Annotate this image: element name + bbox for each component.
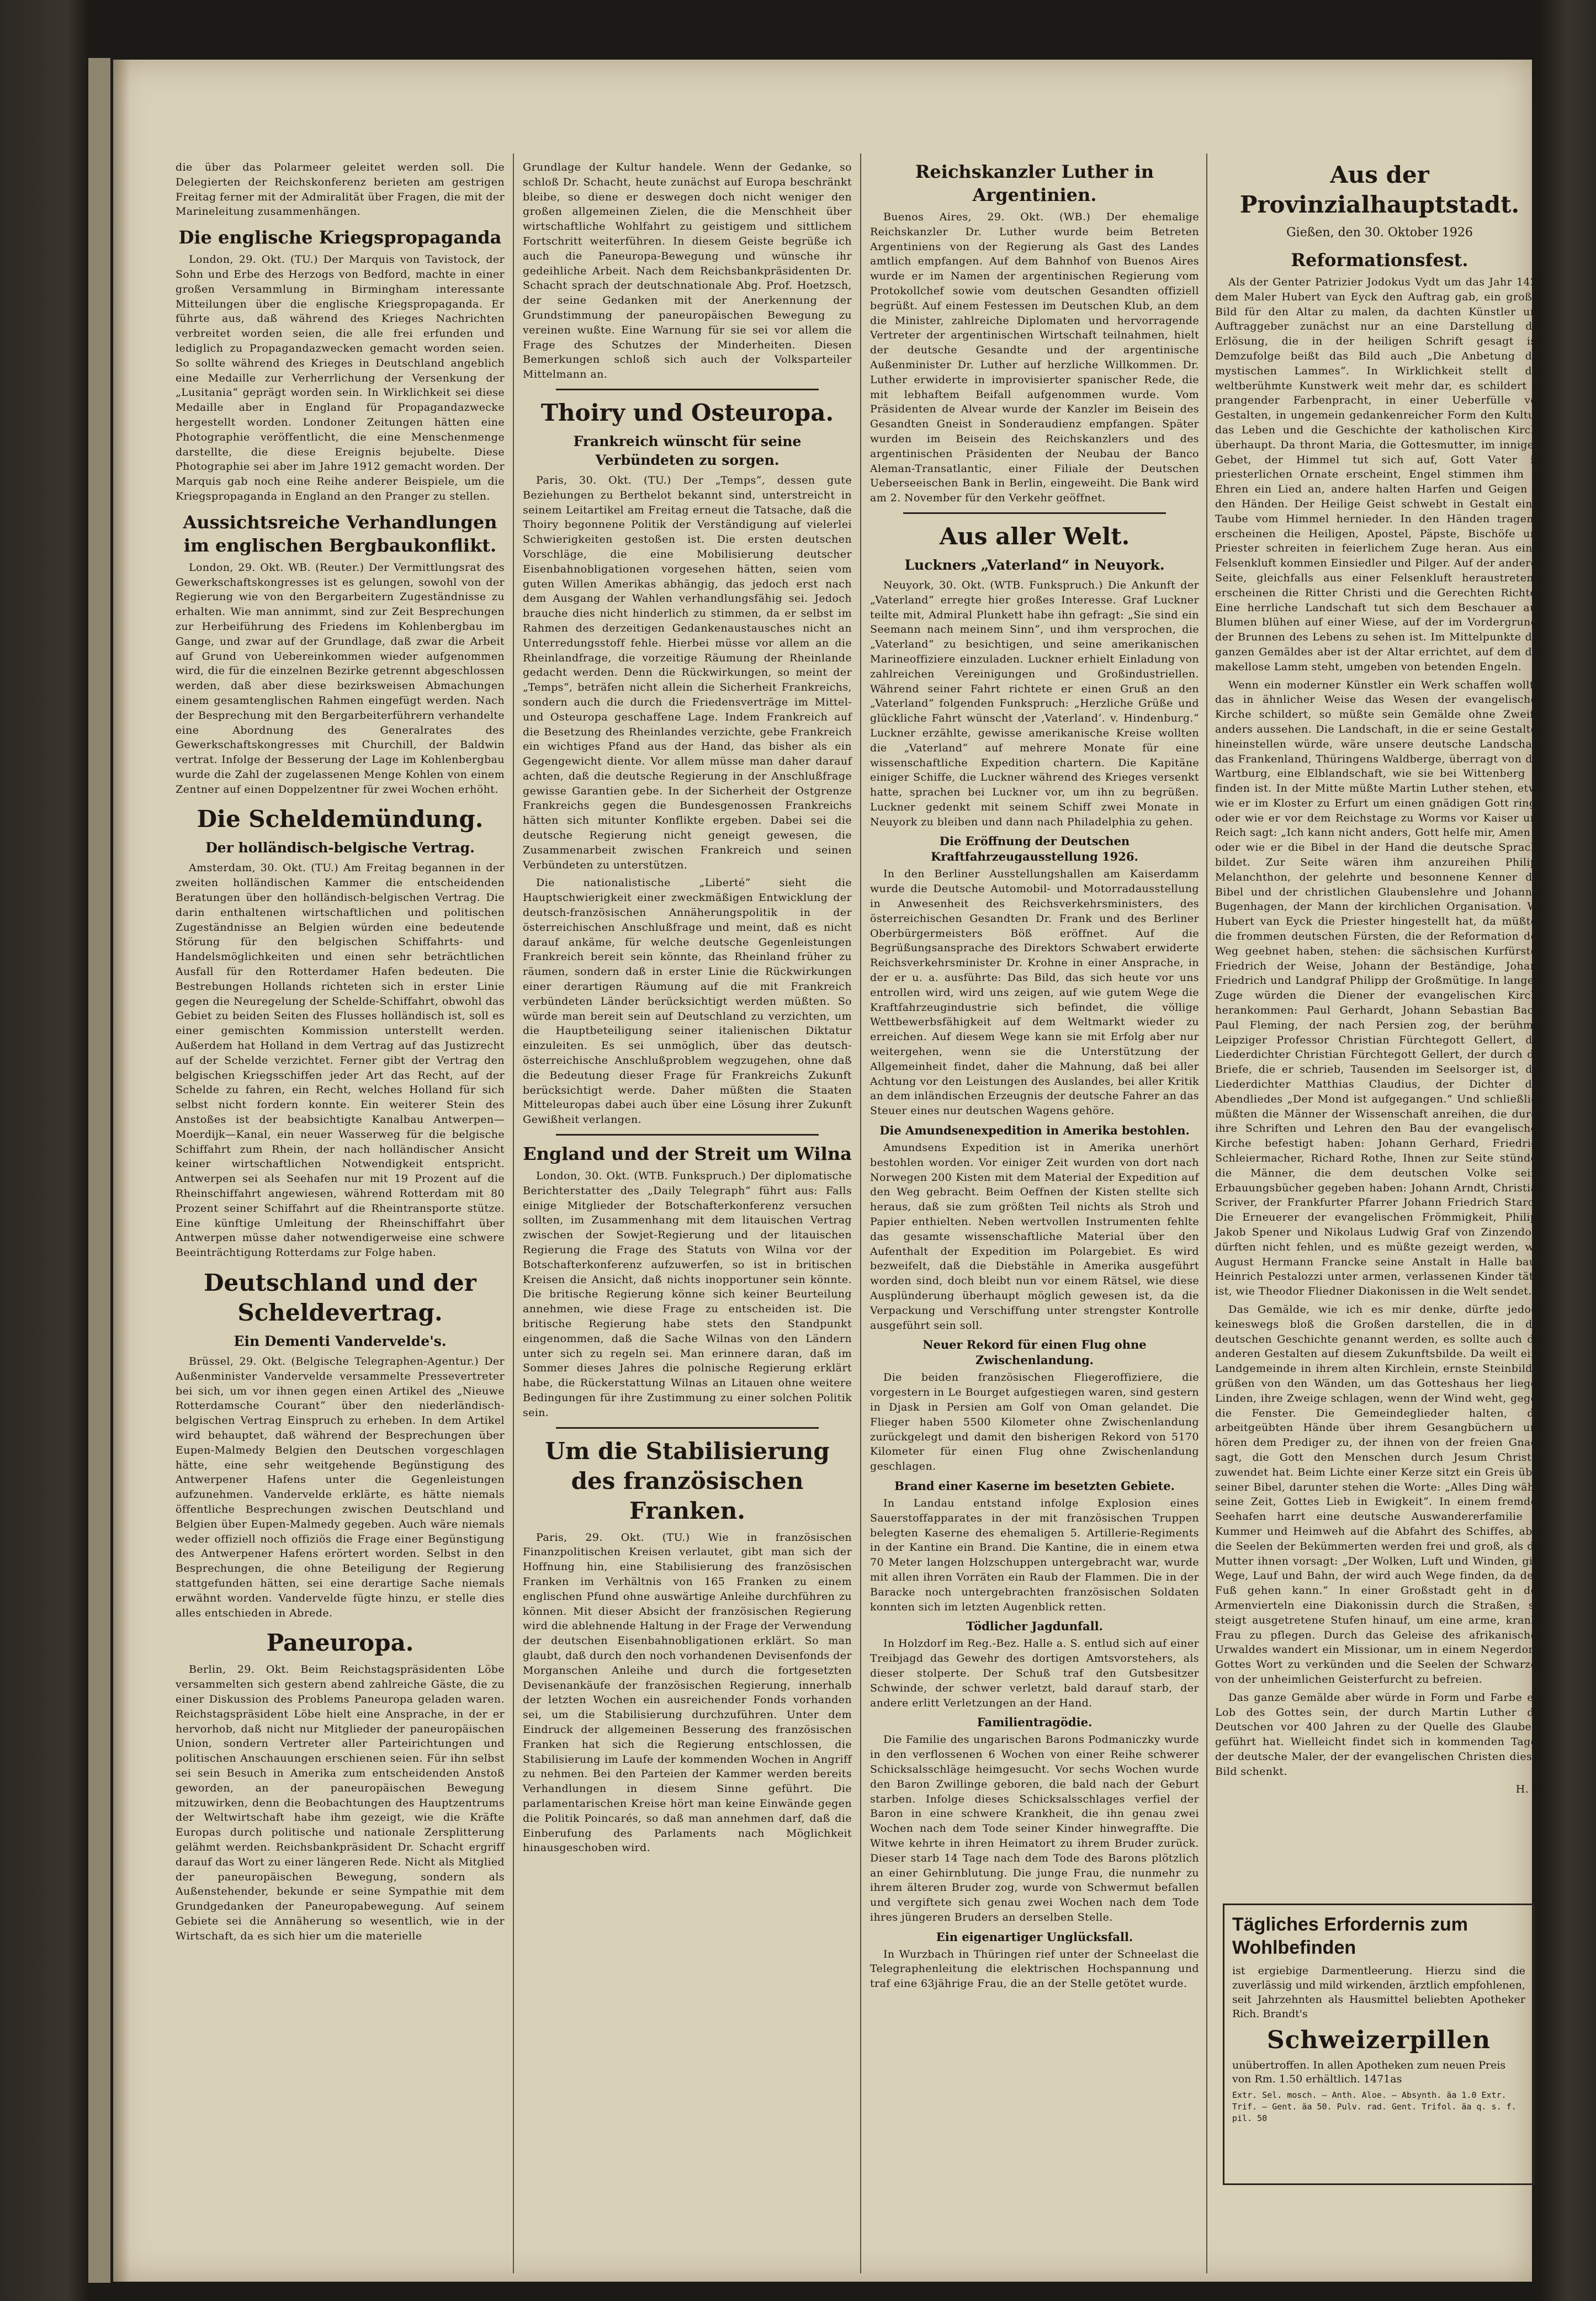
article-text: Die Familie des ungarischen Barons Podmaniczky wurde in den verflossenen 6 Wochen von einer Reihe schwerer Schicksalsschläge heimgesucht. Vor sechs Wochen wurde den Baron Zwillinge geboren, die bald nach der Geburt starben. Infolge dieses Schicksalsschlages verfiel der Baron in eine schwere Krankheit, die ihn genau zwei Wochen nach dem Tode seiner Kinder hinwegraffte. Die Witwe kehrte in ihren Heimatort zu ihrem Bruder zurück. Dieser starb 14 Tage nach dem Tode des Barons plötzlich an einer Gehirnblutung. Die junge Frau, die nunmehr zu ihrem älteren Bruder zog, wurde von Schwermut befallen und vergiftete sich genau zwei Wochen nach dem Tode ihres jüngeren Bruders an derselben Stelle. (870, 1733, 1199, 1923)
headline: Aus aller Welt. (939, 522, 1130, 550)
section-rule (556, 1134, 819, 1136)
article-text: In den Berliner Ausstellungshallen am Kaiserdamm wurde die Deutsche Automobil- und Motorradausstellung in Anwesenheit des Reichsverkehrsministers, des österreichischen Gesandten Dr. Frank und des Berliner Oberbürgermeisters Böß eröffnet. Auf die Begrüßungsansprache des Direktors Schwabert erwiderte Reichsverkehrsminister Dr. Krohne in einer Ansprache, in der er u. a. ausführte: Das Bild, das sich heute vor uns entrollen wird, wird uns zeigen, auf wie gutem Wege die Kraftfahrzeugindustrie sich befindet, die völlige Wettbewerbsfähigkeit auf dem Weltmarkt wieder zu erreichen. Auf diesem Wege kann sie mit Erfolg aber nur weitergehen, wenn sie die Unterstützung der Allgemeinheit findet, daher die Mahnung, daß bei aller Achtung vor den Leistungen des Auslandes, bei aller Kritik an dem inländischen Erzeugnis der deutsche Fahrer an das Steuer eines nur deutschen Wagens gehöre. (870, 868, 1199, 1117)
section-title: Aus der Provinzialhauptstadt. (1239, 161, 1520, 218)
article-text: Die nationalistische „Liberté“ sieht die Hauptschwierigkeit einer zweckmäßigen Entwicklung der deutsch-französischen Annäherungspolitik in der österreichischen Anschlußfrage und meint, daß es nicht darauf ankäme, für welche deutsche Gegenleistungen Frankreich bereit sein könnte, das Rheinland früher zu räumen, sondern daß in erster Linie die Rückwirkungen einer derartigen Räumung auf die mit Frankreich verbündeten Länder berücksichtigt werden müßten. So würde man bereit sein auf Deutschland zu verzichten, um die Hauptbeteiligung seiner italienischen Diktatur einzuleiten. Es sei unmöglich, über das deutsch-österreichische Anschlußproblem wegzugehen, ohne daß die Bedeutung dieser Frage für Frankreichs Zukunft berücksichtigt werde. Daher müßten die Staaten Mitteleuropas dabei auch über eine Lösung ihrer Zukunft Gewißheit verlangen. (523, 877, 852, 1126)
subheadline: Der holländisch-belgische Vertrag. (205, 840, 475, 856)
ad-headline: Tägliches Erfordernis zum Wohlbefinden (1232, 1914, 1468, 1958)
article-text: Neuyork, 30. Okt. (WTB. Funkspruch.) Die Ankunft der „Vaterland“ erregte hier großes Interesse. Graf Luckner teilte mit, Admiral Plunkett habe ihn gefragt: „Sie sind ein Seemann nach meinem Sinn“, und ihm versprochen, die „Vaterland“ zu besichtigen, und seine amerikanischen Marineoffiziere einzuladen. Luckner erhielt Einladung von zahlreichen Vereinigungen und Großindustriellen. Während seiner Fahrt richtete er einen Gruß an den „Vaterland“ folgenden Funkspruch: „Herzliche Grüße und glückliche Fahrt wünscht der ‚Vaterland‘. v. Hindenburg.“ Luckner erzählte, gewisse amerikanische Kreise wollten die „Vaterland“ auf mehrere Monate für eine wissenschaftliche Expedition chartern. Die Kapitäne einiger Schiffe, die Luckner während des Krieges versenkt hatte, sprachen bei Luckner vor, um ihn zu begrüßen. Luckner gedenkt mit seinem Schiff zwei Monate in Neuyork zu bleiben und dann nach Philadelphia zu gehen. (870, 579, 1199, 828)
headline: Um die Stabilisierung des französischen Franken. (545, 1437, 830, 1524)
subheadline: Frankreich wünscht für seine Verbündeten zu sorgen. (573, 433, 802, 468)
headline: Paneuropa. (266, 1629, 414, 1657)
ad-price-text: unübertroffen. In allen Apotheken zum neuen Preis von Rm. 1.50 erhältlich. 1471as (1232, 2059, 1506, 2085)
subheadline: Die Eröffnung der Deutschen Kraftfahrzeugausstellung 1926. (931, 834, 1138, 864)
headline: Die englische Kriegspropaganda (178, 227, 502, 248)
column-2 (523, 160, 852, 2269)
article-text: London, 30. Okt. (WTB. Funkspruch.) Der diplomatische Berichterstatter des „Daily Telegraph“ führt aus: Falls einige Mitglieder der Botschafterkonferenz versuchen sollten, im Zusammenhang mit dem litauischen Vertrag zwischen der Sowjet-Regierung und der litauischen Regierung die Frage des Statuts von Wilna vor der Botschafterkonferenz aufzuwerfen, so ist in britischen Kreisen die Ansicht, daß nichts inopportuner sein könnte. Die britische Regierung könne sich keiner Beurteilung annehmen, wie diese Frage zu entscheiden ist. Die britische Regierung habe stets den Standpunkt eingenommen, daß die Sache Wilnas von den Ländern unter sich zu regeln sei. Man erinnere daran, daß im Sommer dieses Jahres die polnische Regierung erklärt habe, die Rückerstattung Wilnas an Litauen ohne weitere Bedingungen für ihre Zustimmung zu einer solchen Politik sein. (523, 1170, 852, 1419)
column-divider (1206, 153, 1207, 2273)
article-text: In Wurzbach in Thüringen rief unter der Schneelast die Telegraphenleitung die elektrischen Hochspannung und traf eine 63jährige Frau, die an der Stelle getötet wurde. (870, 1948, 1199, 1990)
article-text: Grundlage der Kultur handele. Wenn der Gedanke, so schloß Dr. Schacht, heute zunächst auf Europa beschränkt bleibe, so diene er deswegen doch nicht weniger den großen allgemeinen Zielen, die die Menschheit über wirtschaftliche Wohlfahrt zu geistigem und sittlichem Fortschritt weiterführen. In diesem Geiste begrüße ich auch die Paneuropa-Bewegung und wünsche ihr gedeihliche Arbeit. Nach dem Reichsbankpräsidenten Dr. Schacht sprach der deutschnationale Abg. Prof. Hoetzsch, der seine Gedanken mit der Anerkennung der Grundstimmung der paneuropäischen Bewegung zu vereinen wußte. Eine Warnung für sie sei vor allem die Frage des Schutzes der Minderheiten. Diesen Bemerkungen schloß sich auch der Volksparteiler Mittelmann an. (523, 161, 852, 381)
advertisement (1223, 1904, 1535, 2185)
article-text: In Holzdorf im Reg.-Bez. Halle a. S. entlud sich auf einer Treibjagd das Gewehr des dortigen Amtsvorstehers, als dieser stolperte. Der Schuß traf den Gutsbesitzer Schwinde, der schwer verletzt, bald darauf starb, der andere erlitt Verletzungen an der Hand. (870, 1637, 1199, 1709)
section-rule (556, 389, 819, 390)
subheadline: Tödlicher Jagdunfall. (966, 1619, 1103, 1634)
headline: Die Scheldemündung. (197, 805, 484, 833)
article-text: Als der Genter Patrizier Jodokus Vydt um das Jahr 1424 dem Maler Hubert van Eyck den Auftrag gab, ein großes Bild für den Altar zu malen, da dachten Künstler und Auftraggeber zunächst nur an eine Darstellung der Erlösung, die in der heiligen Schrift gesagt ist. Demzufolge beißt das Bild auch „Die Anbetung des mystischen Lammes“. In Wirklichkeit stellt das weltberühmte Kunstwerk weit mehr dar, es schildert in prangender Farbenpracht, in einer Ueberfülle von Gestalten, in ungemein gedankenreicher Form den Kultus, das Leben und die Geschichte der katholischen Kirche überhaupt. Da thront Maria, die Gottesmutter, im innigem Gebet, der Himmel tut sich auf, Gott Vater im priesterlichen Ornate erscheint, Engel stimmen ihm zu Ehren ein Lied an, andere halten Harfen und Geigen in den Händen. Der Heilige Geist schwebt in Gestalt einer Taube vom Himmel hernieder. In den Händen tragend, erscheinen die Heiligen, Apostel, Päpste, Bischöfe und Priester schreiten in feierlichem Zuge heran. Aus einer Felsenkluft kommen Einsiedler und Pilger. Auf der anderen Seite, gleichfalls aus einer Felsenkluft heraustretend, erscheinen die Ritter Christi und die Gerechten Richter. Eine herrliche Landschaft tut sich dem Beschauer auf, Blumen blühen auf einer Wiese, auf der im Vordergrunde der Brunnen des Lebens zu sehen ist. Im Mittelpunkte des ganzen Gemäldes aber ist der Altar errichtet, auf dem das makellose Lamm steht, umgeben von betenden Engeln. (1215, 276, 1544, 673)
article-text: Paris, 29. Okt. (TU.) Wie in französischen Finanzpolitischen Kreisen verlautet, gibt man sich der Hoffnung hin, eine Stabilisierung des französischen Franken im Verhältnis von 165 Franken zu einem englischen Pfund ohne auswärtige Anleihe durchführen zu können. Mit dieser Absicht der französischen Regierung wird die ablehnende Haltung in der Frage der Verwendung der deutschen Eisenbahnobligationen erklärt. So man glaubt, daß durch den noch vorhandenen Devisenfonds der Morganschen Anleihe und durch die fortgesetzten Devisenankäufe der französischen Regierung, innerhalb der letzten Wochen ein ausreichender Fonds vorhanden sei, um die Stabilisierung durchzuführen. Unter dem Eindruck der allgemeinen Besserung des französischen Franken hat sich die Regierung entschlossen, die Stabilisierung im Laufe der kommenden Wochen in Angriff zu nehmen. Bei den Parteien der Kammer werden bereits Verhandlungen in diesem Sinne geführt. Die parlamentarischen Kreise hört man keine Einwände gegen die Politik Poincarés, so daß man annehmen darf, daß die Einberufung des Parlaments nach Möglichkeit hinausgeschoben wird. (523, 1531, 852, 1854)
column-1 (176, 160, 505, 2269)
article-text: Amsterdam, 30. Okt. (TU.) Am Freitag begannen in der zweiten holländischen Kammer die entscheidenden Beratungen über den holländisch-belgischen Vertrag. Die darin enthaltenen wirtschaftlichen und politischen Zugeständnisse an Belgien würden eine bedeutende Störung für den belgischen Schiffahrts- und Handelsmöglichkeiten und einen sehr beträchtlichen Ausfall für den Rotterdamer Hafen bedeuten. Die Bestrebungen Hollands richteten sich in erster Linie gegen die Neuregelung der Schelde-Schiffahrt, obwohl das Gebiet zu beiden Seiten des Flusses holländisch ist, soll es einer gemischten Kommission unterstellt werden. Außerdem hat Holland in dem Vertrag auf das Justizrecht auf der Schelde verzichtet. Ferner gibt der Vertrag den belgischen Kriegsschiffen jeder Art das Recht, auf der Schelde zu fahren, ein Recht, welches Holland für sich selbst nicht fordern konnte. Ein weiterer Stein des Anstoßes ist der beabsichtigte Kanalbau Antwerpen—Moerdijk—Kanal, ein neuer Wasserweg für die belgische Schiffahrt zum Rhein, der nach holländischer Ansicht keiner wirtschaftlichen Notwendigkeit entspricht. Antwerpen sei als Seehafen nur mit 19 Prozent auf die Rheinschiffahrt angewiesen, während Rotterdam mit 80 Prozent seiner Schiffahrt auf die Rheintransporte stütze. Eine künftige Umleitung der Rheinschiffahrt über Antwerpen müsse daher notwendigerweise eine schwere Beeinträchtigung Rotterdams zur Folge haben. (176, 862, 505, 1259)
subheadline: Die Amundsenexpedition in Amerika bestohlen. (879, 1123, 1190, 1138)
author-signature: H. D. (1515, 1783, 1544, 1796)
article-text: Buenos Aires, 29. Okt. (WB.) Der ehemalige Reichskanzler Dr. Luther wurde beim Betreten Argentiniens von der Regierung als Gast des Landes amtlich empfangen. Auf dem Bahnhof von Buenos Aires wurde er im Namen der argentinischen Regierung vom Protokollchef sowie vom deutschen Gesandten offiziell begrüßt. Auf einem Festessen im Deutschen Klub, an dem die Minister, zahlreiche Diplomaten und hervorragende Vertreter der argentinischen Wirtschaft teilnahmen, hielt der deutsche Gesandte und der argentinische Außenminister Dr. Luther auf herzliche Willkommen. Dr. Luther erwiderte in improvisierter spanischer Rede, die mit lebhaftem Beifall aufgenommen wurde. Vom Präsidenten de Alvear wurde der Kanzler im Beisein des Gesandten Gneist in Sonderaudienz empfangen. Später wurden im Beisein des Reichskanzlers und des argentinischen Präsidenten der Neubau der Banco Aleman-Transatlantic, einer Filiale der Deutschen Ueberseeischen Bank in Berlin, eingeweiht. Die Bank wird am 2. November für den Verkehr geöffnet. (870, 211, 1199, 505)
column-4 (1215, 160, 1544, 1899)
page-shadow (113, 60, 130, 2282)
article-text: die über das Polarmeer geleitet werden soll. Die Delegierten der Reichskonferenz berieten am gestrigen Freitag ferner mit der Admiralität über Fragen, die mit der Marineleitung zusammenhängen. (176, 161, 505, 218)
newspaper-page (113, 60, 1544, 2282)
ad-text: ist ergiebige Darmentleerung. Hierzu sind die zuverlässig und mild wirkenden, ärztlich empfohlenen, seit Jahrzehnten als Hausmittel beliebten Apotheker Rich. Brandt's (1232, 1965, 1525, 2020)
article-text: Das ganze Gemälde aber würde in Form und Farbe ein Lob des Gottes sein, der durch Martin Luther die Deutschen vor 400 Jahren zu der Quelle des Glaubens geführt hat. Wielleicht findet sich in kommenden Tagen der deutsche Maler, der der evangelischen Christen dieses Bild schenkt. (1215, 1691, 1544, 1778)
headline: Reichskanzler Luther in Argentinien. (915, 161, 1154, 205)
article-text: Brüssel, 29. Okt. (Belgische Telegraphen-Agentur.) Der Außenminister Vandervelde versammelte Pressevertreter bei sich, um vor ihnen gegen einen Artikel des „Nieuwe Rotterdamsche Courant“ über den niederländisch-belgischen Vertrag Einspruch zu erheben. In dem Artikel wird behauptet, daß während der Besprechungen über Eupen-Malmedy Belgien den Deutschen vorgeschlagen hätte, eine sehr weitgehende Begünstigung des Antwerpener Hafens unter die Gegenleistungen aufzunehmen. Vandervelde erklärte, es hätte niemals öffentliche Besprechungen zwischen Deutschland und Belgien über Eupen-Malmedy gegeben. Auch wäre niemals weder offiziell noch offiziös die Frage einer Begünstigung des Antwerpener Hafens erörtert worden. Selbst in den Besprechungen, die ohne Beteiligung der Regierung stattgefunden hätten, sei eine derartige Sache niemals erwähnt worden. Vandervelde fügte hinzu, er stelle dies alles entschieden in Abrede. (176, 1355, 505, 1619)
article-text: London, 29. Okt. WB. (Reuter.) Der Vermittlungsrat des Gewerkschaftskongresses ist es gelungen, sowohl von der Regierung wie von den Bergarbeitern Zugeständnisse zu erhalten. Wie man annimmt, sind zur Zeit Besprechungen zur Herbeiführung des Friedens im Kohlenbergbau im Gange, und zwar auf der Grundlage, daß zwar die Arbeit auf Grund von Uebereinkommen wieder aufgenommen wird, die für die einzelnen Bezirke getrennt abgeschlossen werden, daß aber diese bezirksweisen Abmachungen einem gesamtenglischen Rahmen eingefügt werden. Nach der Besprechung mit den Bergarbeiterführern verhandelte eine Abordnung des Generalrates des Gewerkschaftskongresses mit Churchill, der Baldwin vertrat. Infolge der Besserung der Lage im Kohlenbergbau wurde die Zahl der zugelassenen Menge Kohlen von einem Zentner auf einen Doppelzentner für zwei Wochen erhöht. (176, 561, 505, 796)
headline: Thoiry und Osteuropa. (540, 399, 834, 426)
subheadline: Brand einer Kaserne im besetzten Gebiete. (894, 1478, 1175, 1493)
page-edge (88, 58, 110, 2283)
section-rule (903, 512, 1166, 514)
article-text: Paris, 30. Okt. (TU.) Der „Temps“, dessen gute Beziehungen zu Berthelot bekannt sind, unterstreicht in seinem Leitartikel am Freitag erneut die Tatsache, daß die Thoiry begonnene Politik der Verständigung auf vielerlei Schwierigkeiten gestoßen ist. Die ersten deutschen Vorschläge, die eine Mobilisierung deutscher Eisenbahnobligationen vorgesehen hätten, seien vom guten Willen Amerikas abhängig, das jedoch erst nach dem Ausgang der Wahlen verhandlungsfähig sei. Jedoch brauche dies nicht hinderlich zu stimmen, da er selbst im Rahmen des derzeitigen Gedankenaustausches nicht an Unterredungsstoff fehle. Hierbei müsse vor allem an die Rheinlandfrage, die vorzeitige Räumung der Rheinlande gedacht werden. Denn die Rückwirkungen, so meint der „Temps“, beträfen nicht allein die Sicherheit Frankreichs, sondern auch die durch die Friedensverträge im Mittel- und Osteuropa geschaffene Lage. Indem Frankreich auf die Besetzung des Rheinlandes verzichte, gebe Frankreich ein wichtiges Pfand aus der Hand, das bisher als ein Gegengewicht diente. Vor allem müsse man daher darauf achten, daß die deutsche Regierung in der Anschlußfrage gewisse Garantien gebe. In der Sicherheit der Ostgrenze Frankreichs gegen die Bundesgenossen Frankreichs hätten sich mitunter Konflikte ergeben. Dabei sei die deutsche Regierung nicht geneigt gewesen, die Zusammenarbeit zwischen Frankreich und seinen Verbündeten zu unterstützen. (523, 474, 852, 871)
column-divider (513, 153, 514, 2273)
headline: Aussichtsreiche Verhandlungen im englischen Bergbaukonflikt. (183, 511, 497, 556)
subheadline: Neuer Rekord für einen Flug ohne Zwischenlandung. (922, 1338, 1147, 1367)
article-text: In Landau entstand infolge Explosion eines Sauerstoffapparates in der mit französischen Truppen belegten Kaserne des ehemaligen 5. Artillerie-Regiments in der Kantine ein Brand. Die Kantine, die in einem etwa 70 Meter langen Holzschuppen untergebracht war, wurde mit allen ihren Vorräten ein Raub der Flammen. Die in der Baracke noch untergebrachten französischen Soldaten konnten sich im letzten Augenblick retten. (870, 1497, 1199, 1613)
section-rule (556, 1427, 819, 1429)
subheadline: Luckners „Vaterland“ in Neuyork. (904, 556, 1165, 573)
headline: Reformationsfest. (1291, 250, 1468, 271)
subheadline: Ein Dementi Vandervelde's. (234, 1333, 447, 1349)
article-text: London, 29. Okt. (TU.) Der Marquis von Tavistock, der Sohn und Erbe des Herzogs von Bedford, machte in einer großen Versammlung in Birmingham interessante Mitteilungen über die englische Kriegspropaganda. Er führte aus, daß während des Krieges Nachrichten verbreitet worden seien, die alle frei erfunden und lediglich zu Propagandazwecken gemacht worden seien. So sollte während des Krieges in Deutschland angeblich eine Medaille zur Verherrlichung der Versenkung der „Lusitania“ geprägt worden sein. In Wirklichkeit sei diese Medaille aber in England für Propagandazwecke hergestellt worden. Londoner Zeitungen hätten eine Photographie veröffentlicht, die eine Menschenmenge darstellte, die diese Ereignis bejubelte. Diese Photographie sei aber im Jahre 1912 gemacht worden. Der Marquis gab noch eine Reihe anderer Beispiele, um die Kriegspropaganda in England an den Pranger zu stellen. (176, 253, 505, 502)
headline: Deutschland und der Scheldevertrag. (204, 1269, 476, 1326)
article-text: Berlin, 29. Okt. Beim Reichstagspräsidenten Löbe versammelten sich gestern abend zahlreiche Gäste, die zu einer Diskussion des Problems Paneuropa geladen waren. Reichstagspräsident Löbe hielt eine Ansprache, in der er hervorhob, daß nicht nur Mitglieder der paneuropäischen Union, sondern Vertreter aller Parteirichtungen und politischen Anschauungen erschienen seien. Für ihn selbst sei sein Besuch in Amerika zum entscheidenden Anstoß geworden, an der paneuropäischen Bewegung mitzuwirken, denn die Beobachtungen des Hauptzentrums der Weltwirtschaft habe ihm gezeigt, wie die Kräfte Europas durch politische und nationale Zersplitterung gelähmt werden. Reichsbankpräsident Dr. Schacht ergriff darauf das Wort zu einer längeren Rede. Nicht als Mitglied der paneuropäischen Bewegung, sondern als Außenstehender, bekunde er seine Sympathie mit dem Grundgedanken der Paneuropabewegung. Auf seinem Gebiete sei die Annäherung so wesentlich, wie in der Wirtschaft, da es sich hier um die materielle (176, 1663, 505, 1942)
article-text: Amundsens Expedition ist in Amerika unerhört bestohlen worden. Vor einiger Zeit wurden von dort nach Norwegen 200 Kisten mit dem Material der Expedition auf den Weg gebracht. Beim Oeffnen der Kisten stellte sich heraus, daß sie zum größten Teil nichts als Stroh und Papier enthielten. Neben wertvollen Instrumenten fehlte das gesamte wissenschaftliche Material über den Aufenthalt der Expedition im Polargebiet. Es wird bezweifelt, daß die Diebstähle in Amerika ausgeführt worden sind, doch bleibt nun vor einem Rätsel, wie diese Ausplünderung überhaupt möglich gewesen ist, da die Verpackung und Verschiffung unter strengster Kontrolle ausgeführt sein soll. (870, 1142, 1199, 1332)
article-text: Wenn ein moderner Künstler ein Werk schaffen wollte, das in ähnlicher Weise das Wesen der evangelischen Kirche schildert, so müßte sein Gemälde ohne Zweifel anders aussehen. Die Landschaft, in die er seine Gestalten hineinstellen würde, wäre unsere deutsche Landschaft, das Frankenland, Thüringens Waldberge, überragt von der Wartburg, eine Elblandschaft, wie sie bei Wittenberg zu finden ist. In der Mitte müßte Martin Luther stehen, etwa wie er im Kloster zu Erfurt um einen gnädigen Gott ringt, oder wie er vor dem Reichstage zu Worms vor Kaiser und Reich sagt: „Ich kann nicht anders, Gott helfe mir, Amen!“, oder wie er die Bibel in der Hand die deutsche Sprache bildet. Zur Seite wären ihm anzureihen Philipp Melanchthon, der gelehrte und besonnene Kenner der Bibel und der christlichen Glaubenslehre und Johannes Bugenhagen, der Mann der kirchlichen Organisation. Wo Hubert van Eyck die Priester hingestellt hat, da müßten die frommen deutschen Fürsten, die der Reformation den Weg geebnet haben, stehen: die sächsischen Kurfürsten Friedrich der Weise, Johann der Beständige, Johann Friedrich und Landgraf Philipp der Großmütige. In langem Zuge würden die Diener der evangelischen Kirche herankommen: Paul Gerhardt, Johann Sebastian Bach, Paul Fleming, der nach Persien zog, der berühmte Leipziger Professor Christian Fürchtegott Gellert, der Liederdichter Christian Fürchtegott Gellert, der durch die Briefe, die er schrieb, Tausenden im Seelsorger ist, der Liederdichter Matthias Claudius, der Dichter des Abendliedes „Der Mond ist aufgegangen.“ Und schließlich müßten die Männer der Wissenschaft anreihen, die durch ihre Schriften und Lehren den Bau der evangelischen Kirche befestigt haben: Johann Gerhard, Friedrich Schleiermacher, Richard Rothe, Ihnen zur Seite stünden die Männer, die dem deutschen Volke seine Erbauungsbücher gegeben haben: Johann Arndt, Christian Scriver, der Frankfurter Pfarrer Johann Friedrich Starck. Die Erneuerer der evangelischen Frömmigkeit, Philipp Jakob Spener und Nikolaus Ludwig Graf von Zinzendorf, dürften nicht fehlen, und es müßte gezeigt werden, wie August Hermann Francke seine Anstalt in Halle baut, Heinrich Pestalozzi unter armen, verlassenen Kinder tätig ist, wie Theodor Fliedner Diakonissen in die Welt sendet. (1215, 678, 1544, 1298)
article-text: Die beiden französischen Fliegeroffiziere, die vorgestern in Le Bourget aufgestiegen waren, sind gestern in Djask in Persien am Golf von Oman gelandet. Die Flieger haben 5500 Kilometer ohne Zwischenlandung zurückgelegt und damit den bisherigen Rekord von 5170 Kilometer für einen Flug ohne Zwischenlandung geschlagen. (870, 1371, 1199, 1473)
subheadline: Ein eigenartiger Unglücksfall. (936, 1929, 1133, 1944)
ad-product-name: Schweizerpillen (1266, 2026, 1491, 2054)
column-3 (870, 160, 1199, 2269)
ad-ingredients: Extr. Sel. mosch. — Anth. Aloe. — Absynth. äa 1.0 Extr. Trif. — Gent. äa 50. Pulv. rad. Gent. Trifol. äa q. s. f. pil. 50 (1232, 2090, 1517, 2123)
headline: England und der Streit um Wilna (523, 1143, 852, 1165)
subheadline: Familientragödie. (977, 1715, 1093, 1730)
article-text: Das Gemälde, wie ich es mir denke, dürfte jedoch keineswegs bloß die Großen darstellen, die in der deutschen Geschichte genannt werden, es sollte auch die anderen Gestalten auf diesem Zukunftsbilde. Da weilt eine Landgemeinde in ihrem alten Kirchlein, ernste Steinbilder grüßen von den Wänden, um das Gotteshaus her liegen Linden, ihre Zweige schlagen, wenn der Wind weht, gegen die Fenster. Die Gemeindeglieder halten, die arbeitgeübten Hände über ihrem Gesangbüchern und hören dem Prediger zu, der ihnen von der freien Gnade sagt, die Gott den Menschen durch Jesum Christus zuwendet hat. Beim Lichte einer Kerze sitzt ein Greis über seiner Bibel, darunter stehen die Worte: „Alles Ding währt seine Zeit, Gottes Lieb in Ewigkeit“. In einem fremden Seehafen harrt eine deutsche Auswandererfamilie in Kummer und Heimweh auf die Abfahrt des Schiffes, aber die Seelen der Bekümmerten werden frei und groß, als die Mutter ihnen vorsagt: „Der Wolken, Luft und Winden, gibt Wege, Lauf und Bahn, der wird auch Wege finden, da dein Fuß gehen kann.“ In einer Großstadt geht in den Armenvierteln eine Diakonissin durch die Straßen, sie steigt ausgetretene Stufen hinauf, um eine arme, kranke Frau zu pflegen. Durch das Geleise des afrikanischen Urwaldes wandert ein Missionar, um in einem Negerdorfe Gottes Wort zu verkünden und die Seelen der Schwarzen von der unheimlichen Geisterfurcht zu befreien. (1215, 1303, 1544, 1685)
column-divider (860, 153, 861, 2273)
dateline: Gießen, den 30. Oktober 1926 (1286, 226, 1473, 240)
